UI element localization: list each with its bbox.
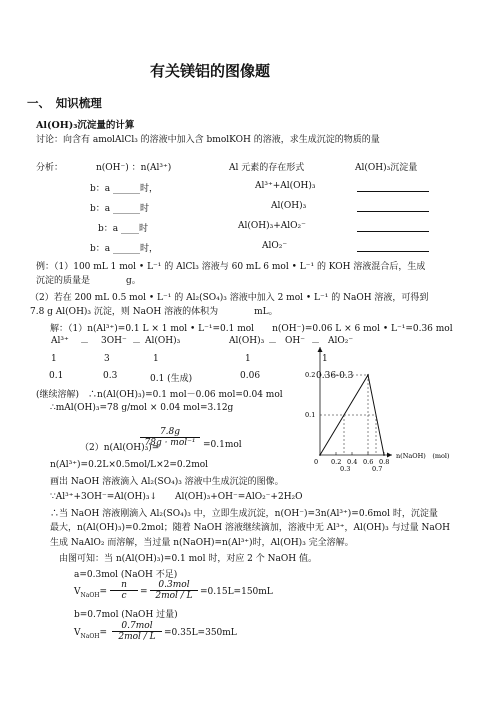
analysis-row-form: Al(OH)₃+AlO₂⁻ bbox=[238, 221, 306, 231]
solution-line: 解：（1）n(Al³⁺)=0.1 L × 1 mol • L⁻¹=0.1 mol n(OH⁻)=0.06 L × 6 mol • L⁻¹=0.36 mol bbox=[50, 324, 453, 334]
fraction-numerator: 0.7mol bbox=[112, 621, 162, 632]
solution-line: n(Al³⁺)=0.2L×0.5mol/L×2=0.2mol bbox=[50, 460, 209, 470]
fraction-denominator: 2mol / L bbox=[155, 591, 193, 601]
answer-blank[interactable] bbox=[357, 221, 429, 232]
volume-label bbox=[74, 587, 107, 599]
equation-term: Al³⁺ bbox=[51, 336, 69, 346]
precipitation-chart bbox=[300, 345, 500, 475]
analysis-row-form: Al(OH)₃ bbox=[271, 201, 307, 211]
x-axis-label: n(NaOH) (mol) bbox=[396, 452, 450, 460]
answer-blank[interactable] bbox=[357, 201, 429, 212]
example-line: 例：（1）100 mL 1 mol • L⁻¹ 的 AlCl₃ 溶液与 60 mL 6 mol • L⁻¹ 的 KOH 溶液混合后，生成 bbox=[36, 262, 426, 272]
coefficient: 3 bbox=[104, 354, 110, 364]
volume-label bbox=[74, 628, 107, 640]
x-tick-label: 0.6 bbox=[363, 458, 374, 466]
amount: 0.3 bbox=[103, 371, 118, 381]
solution-line: =0.15L=150mL bbox=[200, 587, 273, 597]
x-extra-label: 0.7 bbox=[372, 465, 383, 473]
answer-blank[interactable] bbox=[357, 181, 429, 192]
coefficient: 1 bbox=[245, 354, 251, 364]
equation-term: Al(OH)₃ bbox=[145, 336, 181, 346]
example-line: 沉淀的质量是 g。 bbox=[36, 276, 141, 286]
equation-term: － bbox=[311, 339, 321, 349]
volume-symbol: V bbox=[74, 628, 81, 638]
x-tick-label: 0.4 bbox=[347, 458, 358, 466]
data-point bbox=[367, 374, 369, 376]
volume-subscript: NaOH bbox=[80, 632, 100, 640]
fraction-numerator: n bbox=[110, 580, 138, 591]
solution-line: =0.35L=350mL bbox=[164, 628, 237, 638]
analysis-row-cond: b：a ______时， bbox=[90, 244, 158, 254]
fraction bbox=[112, 621, 162, 642]
coefficient: 1 bbox=[51, 354, 57, 364]
y-tick-label: 0.2 bbox=[305, 371, 316, 379]
origin-label: 0 bbox=[314, 458, 319, 466]
fraction bbox=[140, 427, 200, 448]
amount: 0.06 bbox=[240, 371, 261, 381]
amount: 0.1 (生成) bbox=[150, 374, 193, 384]
example-line: 7.8 g Al(OH)₃ 沉淀，则 NaOH 溶液的体积为 mL。 bbox=[30, 307, 278, 317]
fraction-numerator: 7.8g bbox=[140, 427, 200, 438]
amount: 0.36-0.3 bbox=[316, 371, 354, 381]
analysis-row-cond: b：a ______时 bbox=[90, 204, 149, 214]
x-axis-arrow bbox=[387, 453, 392, 458]
solution-line: 画出 NaOH 溶液滴入 Al₂(SO₄)₃ 溶液中生成沉淀的图像。 bbox=[50, 477, 284, 487]
y-axis-arrow bbox=[318, 347, 323, 352]
analysis-row-cond: b：a ____时 bbox=[98, 224, 148, 234]
solution-line: =0.1mol bbox=[203, 440, 242, 450]
coefficient: 1 bbox=[153, 354, 159, 364]
equation-term: Al(OH)₃ bbox=[229, 336, 265, 346]
fraction-denominator: 2mol / L bbox=[118, 632, 156, 642]
analysis-row-form: AlO₂⁻ bbox=[262, 241, 288, 251]
equation-term: OH⁻ bbox=[285, 336, 305, 346]
x-tick-label: 0.8 bbox=[379, 458, 390, 466]
example-line: （2）若在 200 mL 0.5 mol • L⁻¹ 的 Al₂(SO₄)₃ 溶液中加入 2 mol • L⁻¹ 的 NaOH 溶液，可得到 bbox=[30, 293, 429, 303]
data-point bbox=[383, 454, 385, 456]
subheading: Al(OH)₃沉淀量的计算 bbox=[36, 120, 135, 131]
solution-line: ∵Al³⁺+3OH⁻=Al(OH)₃↓ Al(OH)₃+OH⁻=AlO₂⁻+2H₂O bbox=[50, 492, 303, 502]
analysis-row-form: Al³⁺+Al(OH)₃ bbox=[255, 181, 316, 191]
equals-sign: = bbox=[140, 587, 148, 597]
analysis-col-ratio: n(OH⁻) ：n(Al³⁺) bbox=[96, 163, 172, 173]
equals-sign: = bbox=[99, 587, 108, 597]
fraction bbox=[110, 580, 138, 601]
equals-sign: = bbox=[99, 628, 108, 638]
solution-line: b=0.7mol (NaOH 过量) bbox=[74, 610, 178, 620]
solution-line: a=0.3mol (NaOH 不足) bbox=[74, 570, 178, 580]
solution-line: 最大，n(Al(OH)₃)=0.2mol；随着 NaOH 溶液继续滴加，溶液中无 Al³⁺，Al(OH)₃ 与过量 NaOH bbox=[50, 523, 450, 533]
solution-line: (继续溶解) ∴n(Al(OH)₃)=0.1 mol－0.06 mol=0.04 mol bbox=[36, 390, 283, 400]
solution-line: 生成 NaAlO₂ 而溶解，当过量 n(NaOH)=n(Al³⁺)时，Al(OH)₃ 完全溶解。 bbox=[50, 538, 354, 548]
analysis-label: 分析： bbox=[36, 163, 64, 173]
x-extra-label: 0.3 bbox=[340, 465, 351, 473]
solution-line: ∴当 NaOH 溶液刚滴入 Al₂(SO₄)₃ 中，立即生成沉淀，n(OH⁻)=3n(Al³⁺)=0.6mol 时，沉淀量 bbox=[50, 509, 438, 519]
discussion-text: 讨论：向含有 amolAlCl₃ 的溶液中加入含 bmolKOH 的溶液，求生成沉淀的物质的量 bbox=[36, 135, 380, 145]
solution-line: 由图可知：当 n(Al(OH)₃)=0.1 mol 时，对应 2 个 NaOH 值。 bbox=[59, 554, 317, 564]
answer-blank[interactable] bbox=[357, 241, 429, 252]
fraction-denominator: c bbox=[121, 591, 127, 601]
page-title: 有关镁铝的图像题 bbox=[150, 62, 271, 80]
data-point bbox=[319, 454, 321, 456]
fraction bbox=[150, 580, 198, 601]
volume-subscript: NaOH bbox=[80, 591, 100, 599]
section-heading: 一、 知识梳理 bbox=[27, 96, 102, 110]
analysis-col-form: Al 元素的存在形式 bbox=[229, 163, 305, 173]
coefficient: 1 bbox=[322, 354, 328, 364]
solution-line: （2）n(Al(OH)₃)= bbox=[80, 443, 160, 453]
analysis-col-amount: Al(OH)₃沉淀量 bbox=[355, 163, 418, 173]
solution-line: ∴mAl(OH)₃=78 g/mol × 0.04 mol=3.12g bbox=[50, 403, 234, 413]
y-tick-label: 0.1 bbox=[305, 411, 316, 419]
volume-symbol: V bbox=[74, 587, 81, 597]
equation-term: － bbox=[132, 339, 142, 349]
equation-term: AlO₂⁻ bbox=[328, 336, 354, 346]
equation-term: － bbox=[80, 339, 90, 349]
fraction-numerator: 0.3mol bbox=[150, 580, 198, 591]
x-tick-label: 0.2 bbox=[331, 458, 342, 466]
equation-term: 3OH⁻ bbox=[101, 336, 127, 346]
amount: 0.1 bbox=[49, 371, 64, 381]
analysis-row-cond: b：a ______时， bbox=[90, 184, 158, 194]
equation-term: － bbox=[268, 339, 278, 349]
fraction-denominator: 78g · mol⁻¹ bbox=[144, 438, 196, 448]
